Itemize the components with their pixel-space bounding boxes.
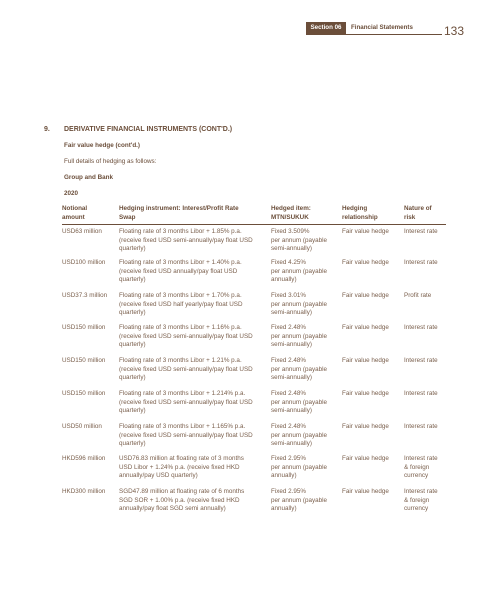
hedged-item-cell-line: semi-annually) [271, 374, 312, 381]
instrument-cell-line: Floating rate of 3 months Libor + 1.70% p.a. [119, 292, 242, 299]
relationship-cell [342, 390, 402, 399]
hedged-item-cell-line: per annum (payable [271, 496, 328, 504]
table-header-rule [62, 224, 446, 225]
instrument-cell-line: Floating rate of 3 months Libor + 1.21% p.a. [119, 357, 242, 364]
relationship-cell-line: Fair value hedge [342, 292, 389, 299]
risk-cell [404, 259, 448, 268]
hedged-item-cell [271, 324, 339, 350]
hedged-item-cell-line: per annum (payable [271, 431, 328, 439]
risk-cell [404, 390, 448, 399]
notional-cell-line: USD100 million [62, 259, 106, 266]
relationship-cell [342, 455, 402, 464]
instrument-cell [119, 423, 269, 449]
instrument-cell [119, 324, 269, 350]
hedged-item-cell-line: Fixed 3.01% [271, 292, 307, 299]
relationship-cell-line: Fair value hedge [342, 357, 389, 364]
year-label: 2020 [64, 190, 79, 197]
page-number: 133 [444, 24, 465, 38]
hedged-item-cell-line: semi-annually) [271, 440, 312, 447]
risk-cell-line: Interest rate [404, 455, 438, 462]
notional-cell [62, 324, 116, 333]
note-subtitle: Fair value hedge (cont'd.) [64, 142, 141, 149]
instrument-cell-line: (receive fixed USD half yearly/pay float USD [119, 300, 243, 308]
instrument-cell-line: quarterly) [119, 276, 146, 283]
risk-cell [404, 292, 448, 301]
risk-cell-line: Interest rate [404, 228, 438, 235]
group-label: Group and Bank [64, 174, 113, 181]
risk-cell [404, 228, 448, 237]
relationship-cell [342, 357, 402, 366]
hedged-item-cell [271, 292, 339, 318]
col-header-risk: Nature of risk [404, 205, 432, 221]
instrument-cell-line: USD76.83 million at floating rate of 3 months [119, 455, 244, 462]
relationship-cell [342, 423, 402, 432]
section-badge: Section 06 [306, 22, 346, 34]
risk-cell-line: currency [404, 472, 429, 479]
note-number: 9. [44, 126, 50, 133]
hedged-item-cell [271, 228, 339, 254]
risk-cell-line: Interest rate [404, 488, 438, 495]
hedged-item-cell-line: Fixed 3.509% [271, 228, 310, 235]
hedged-item-cell-line: semi-annually) [271, 407, 312, 414]
instrument-cell [119, 390, 269, 416]
hedged-item-cell [271, 390, 339, 416]
notional-cell [62, 488, 116, 497]
notional-cell-line: USD50 million [62, 423, 102, 430]
notional-cell [62, 357, 116, 366]
risk-cell [404, 488, 448, 514]
risk-cell-line: & foreign [404, 463, 430, 471]
hedged-item-cell-line: per annum (payable [271, 236, 328, 244]
instrument-cell-line: Floating rate of 3 months Libor + 1.40% p.a. [119, 259, 242, 266]
notional-cell [62, 292, 116, 301]
instrument-cell-line: Floating rate of 3 months Libor + 1.165% p.a. [119, 423, 246, 430]
instrument-cell-line: USD Libor + 1.24% p.a. (receive fixed HKD [119, 463, 240, 471]
col-header-instrument: Hedging instrument: Interest/Profit Rate Swap [119, 205, 239, 221]
relationship-cell-line: Fair value hedge [342, 488, 389, 495]
col-header-relationship: Hedging relationship [342, 205, 378, 221]
hedged-item-cell-line: Fixed 4.25% [271, 259, 307, 266]
instrument-cell-line: quarterly) [119, 407, 146, 414]
page-header [0, 22, 480, 34]
hedged-item-cell-line: annually) [271, 276, 297, 283]
hedged-item-cell-line: Fixed 2.48% [271, 324, 307, 331]
notional-cell [62, 259, 116, 268]
risk-cell [404, 423, 448, 432]
instrument-cell-line: Floating rate of 3 months Libor + 1.214% p.a. [119, 390, 246, 397]
relationship-cell [342, 488, 402, 497]
note-title: DERIVATIVE FINANCIAL INSTRUMENTS (CONT'D.) [64, 126, 233, 133]
notional-cell [62, 455, 116, 464]
risk-cell-line: Interest rate [404, 324, 438, 331]
hedged-item-cell-line: Fixed 2.48% [271, 390, 307, 397]
instrument-cell-line: Floating rate of 3 months Libor + 1.16% p.a. [119, 324, 242, 331]
instrument-cell-line: (receive fixed USD semi-annually/pay float USD [119, 236, 253, 244]
hedged-item-cell [271, 357, 339, 383]
instrument-cell-line: (receive fixed USD semi-annually/pay float USD [119, 431, 253, 439]
instrument-cell [119, 357, 269, 383]
notional-cell [62, 423, 116, 432]
col-header-notional: Notional amount [62, 205, 88, 221]
instrument-cell [119, 228, 269, 254]
instrument-cell-line: quarterly) [119, 440, 146, 447]
hedged-item-cell [271, 488, 339, 514]
risk-cell-line: Interest rate [404, 423, 438, 430]
notional-cell-line: HKD596 million [62, 455, 106, 462]
instrument-cell-line: quarterly) [119, 245, 146, 252]
hedged-item-cell [271, 423, 339, 449]
relationship-cell-line: Fair value hedge [342, 455, 389, 462]
instrument-cell-line: (receive fixed USD annually/pay float USD [119, 267, 238, 275]
relationship-cell-line: Fair value hedge [342, 390, 389, 397]
note-intro: Full details of hedging as follows: [64, 158, 157, 165]
hedged-item-cell-line: annually) [271, 505, 297, 512]
instrument-cell [119, 488, 269, 514]
risk-cell-line: Interest rate [404, 259, 438, 266]
hedged-item-cell-line: Fixed 2.95% [271, 455, 307, 462]
section-title: Financial Statements [351, 24, 413, 31]
hedged-item-cell-line: per annum (payable [271, 267, 328, 275]
risk-cell-line: & foreign [404, 496, 430, 504]
risk-cell [404, 324, 448, 333]
hedged-item-cell-line: per annum (payable [271, 398, 328, 406]
instrument-cell-line: quarterly) [119, 309, 146, 316]
relationship-cell [342, 259, 402, 268]
relationship-cell-line: Fair value hedge [342, 259, 389, 266]
notional-cell [62, 228, 116, 237]
instrument-cell [119, 259, 269, 285]
risk-cell-line: Profit rate [404, 292, 432, 299]
instrument-cell-line: (receive fixed USD semi-annually/pay float USD [119, 332, 253, 340]
risk-cell-line: Interest rate [404, 357, 438, 364]
instrument-cell-line: (receive fixed USD semi-annually/pay float USD [119, 365, 253, 373]
instrument-cell [119, 292, 269, 318]
relationship-cell-line: Fair value hedge [342, 228, 389, 235]
instrument-cell-line: annually/pay USD quarterly) [119, 472, 198, 479]
hedged-item-cell-line: per annum (payable [271, 300, 328, 308]
instrument-cell-line: SGD SOR + 1.00% p.a. (receive fixed HKD [119, 496, 240, 504]
risk-cell-line: Interest rate [404, 390, 438, 397]
hedged-item-cell-line: semi-annually) [271, 309, 312, 316]
risk-cell-line: currency [404, 505, 429, 512]
notional-cell-line: USD63 million [62, 228, 102, 235]
col-header-hedged-item: Hedged item: MTN/SUKUK [271, 205, 311, 221]
instrument-cell-line: SGD47.89 million at floating rate of 6 months [119, 488, 245, 495]
notional-cell-line: HKD300 million [62, 488, 106, 495]
instrument-cell-line: quarterly) [119, 374, 146, 381]
notional-cell-line: USD150 million [62, 324, 106, 331]
notional-cell-line: USD150 million [62, 390, 106, 397]
hedged-item-cell-line: Fixed 2.48% [271, 357, 307, 364]
header-rule [306, 34, 442, 35]
relationship-cell-line: Fair value hedge [342, 423, 389, 430]
relationship-cell [342, 292, 402, 301]
relationship-cell [342, 324, 402, 333]
instrument-cell-line: annually/pay float SGD semi annually) [119, 505, 226, 512]
relationship-cell [342, 228, 402, 237]
instrument-cell [119, 455, 269, 481]
hedged-item-cell-line: per annum (payable [271, 365, 328, 373]
hedged-item-cell-line: per annum (payable [271, 463, 328, 471]
instrument-cell-line: (receive fixed USD semi-annually/pay float USD [119, 398, 253, 406]
hedged-item-cell-line: Fixed 2.48% [271, 423, 307, 430]
hedged-item-cell-line: semi-annually) [271, 341, 312, 348]
hedged-item-cell [271, 455, 339, 481]
notional-cell-line: USD37.3 million [62, 292, 108, 299]
instrument-cell-line: Floating rate of 3 months Libor + 1.85% p.a. [119, 228, 242, 235]
hedged-item-cell [271, 259, 339, 285]
risk-cell [404, 357, 448, 366]
hedged-item-cell-line: semi-annually) [271, 245, 312, 252]
risk-cell [404, 455, 448, 481]
notional-cell [62, 390, 116, 399]
instrument-cell-line: quarterly) [119, 341, 146, 348]
notional-cell-line: USD150 million [62, 357, 106, 364]
hedged-item-cell-line: Fixed 2.95% [271, 488, 307, 495]
relationship-cell-line: Fair value hedge [342, 324, 389, 331]
hedged-item-cell-line: per annum (payable [271, 332, 328, 340]
hedged-item-cell-line: annually) [271, 472, 297, 479]
